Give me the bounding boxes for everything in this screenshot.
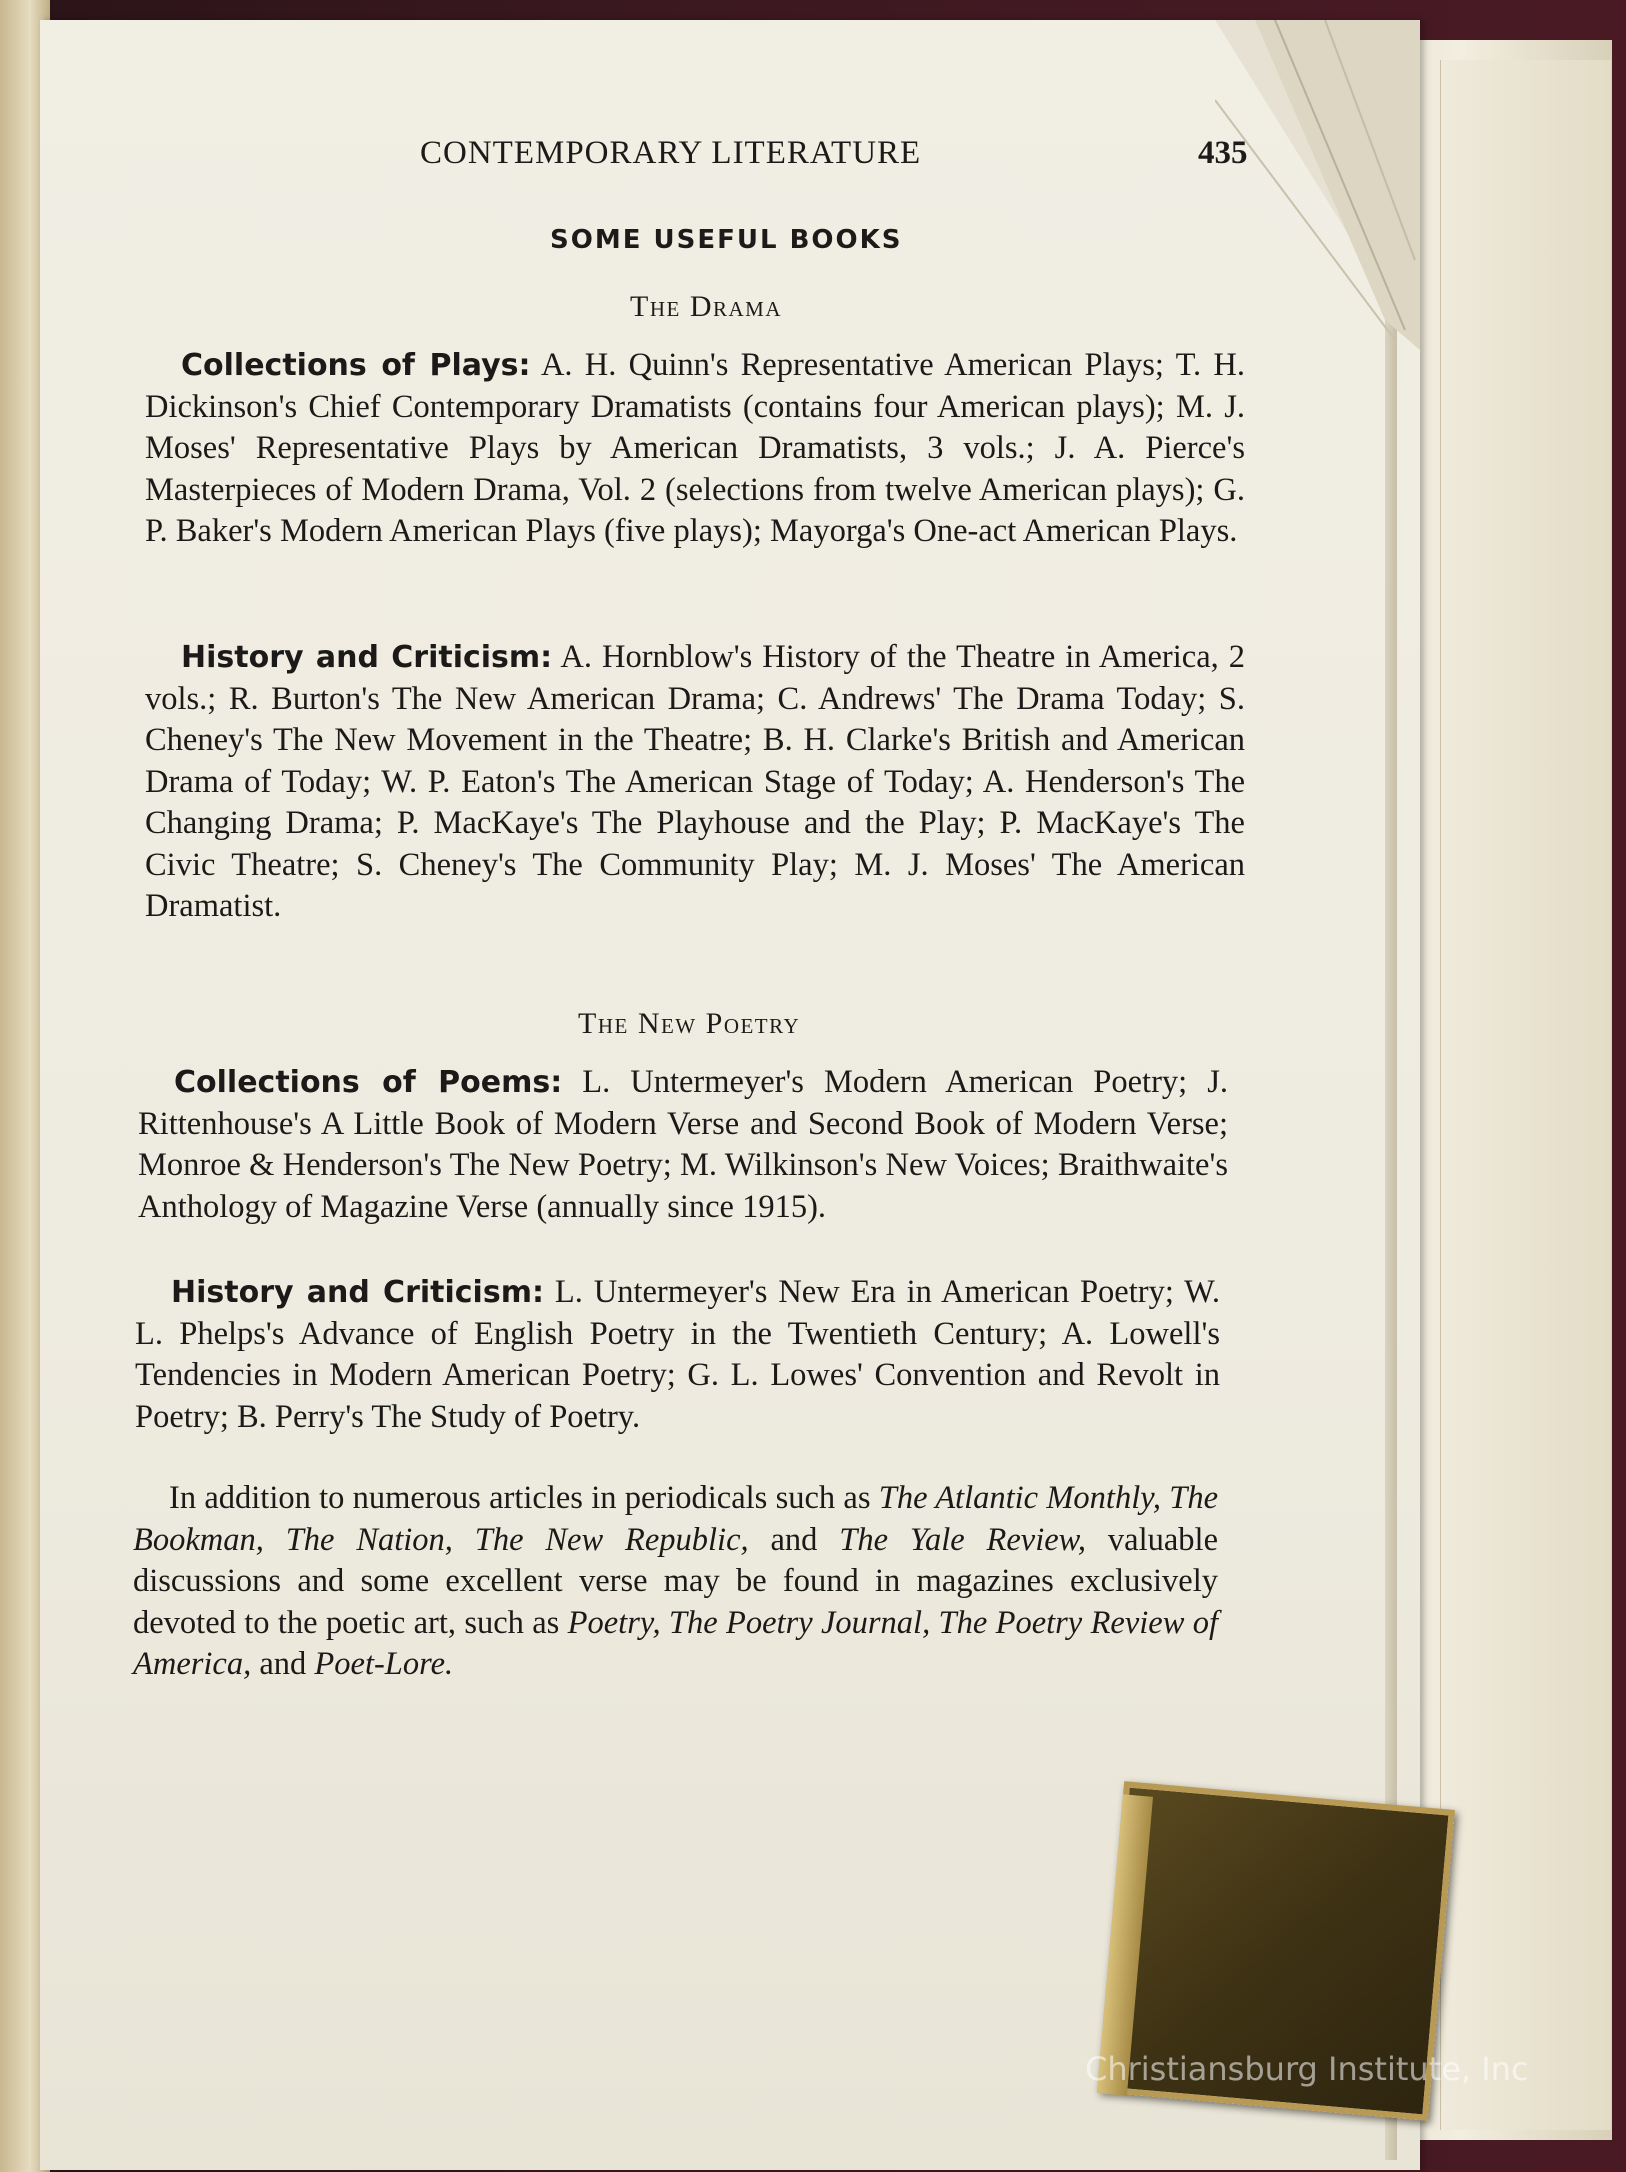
drama-history-lead: History and Criticism: <box>181 640 553 675</box>
underlying-pages-inner <box>1440 60 1611 2130</box>
watermark-text: Christiansburg Institute, Inc <box>1085 2050 1529 2088</box>
poetry-collections-text: L. Untermeyer's Modern American Poetry; J. Rittenhouse's A Little Book of Modern Verse and Second Book of Modern Verse; Monroe & Henderson's The New Poetry; M. Wilkinson's New Voices; Braithwaite's Anthology of Magazine Verse (annually since 1915). <box>138 1064 1228 1225</box>
drama-collections-paragraph <box>145 345 1245 553</box>
addition-yale-review: The Yale Review, <box>839 1521 1087 1558</box>
addition-poet-lore: Poet-Lore. <box>314 1646 454 1682</box>
poetry-collections-paragraph <box>138 1062 1228 1228</box>
poetry-collections-lead: Collections of Poems: <box>174 1065 563 1100</box>
addition-text-1: In addition to numerous articles in periodicals such as <box>169 1480 879 1516</box>
poetry-history-lead: History and Criticism: <box>171 1275 544 1310</box>
drama-collections-text: A. H. Quinn's Representative American Plays; T. H. Dickinson's Chief Contemporary Dramatists (contains four American plays); M. J. Moses' Representative Plays by American Dramatists, 3 vols.; J. A. Pierce's Masterpieces of Modern Drama, Vol. 2 (selections from twelve American plays); G. P. Baker's Modern American Plays (five plays); Mayorga's One-act American Plays. <box>145 347 1245 549</box>
addition-text-2: and <box>748 1521 840 1558</box>
addition-text-3: valuable discussions and some excellent verse may be found in magazines exclusively devoted to the poetic art, such as <box>133 1521 1218 1641</box>
drama-history-paragraph <box>145 637 1245 928</box>
running-head: CONTEMPORARY LITERATURE <box>420 135 922 171</box>
poetry-history-text: L. Untermeyer's New Era in American Poetry; W. L. Phelps's Advance of English Poetry in the Twentieth Century; A. Lowell's Tendencies in Modern American Poetry; G. L. Lowes' Convention and Revolt in Poetry; B. Perry's The Study of Poetry. <box>135 1274 1220 1435</box>
drama-history-text: A. Hornblow's History of the Theatre in America, 2 vols.; R. Burton's The New American Drama; C. Andrews' The Drama Today; S. Cheney's The New Movement in the Theatre; B. H. Clarke's British and American Drama of Today; W. P. Eaton's The American Stage of Today; A. Henderson's The Changing Drama; P. MacKaye's The Playhouse and the Play; P. MacKaye's The Civic Theatre; S. Cheney's The Community Play; M. J. Moses' The American Dramatist. <box>145 639 1245 924</box>
poetry-history-paragraph <box>135 1272 1220 1438</box>
addition-text-4: and <box>251 1646 315 1682</box>
page-number: 435 <box>1198 135 1248 171</box>
section-title: SOME USEFUL BOOKS <box>550 225 903 255</box>
poetry-addition-paragraph <box>133 1478 1218 1686</box>
addition-periodicals: The Atlantic Monthly, The Bookman, The Nation, The New Republic, <box>133 1480 1219 1558</box>
drama-collections-lead: Collections of Plays: <box>181 348 531 383</box>
folded-corner <box>1215 20 1420 350</box>
addition-poetry-magazines: Poetry, The Poetry Journal, The Poetry Review of America, <box>133 1604 1219 1682</box>
drama-subhead: The Drama <box>630 290 782 323</box>
poetry-subhead: The New Poetry <box>578 1007 801 1040</box>
